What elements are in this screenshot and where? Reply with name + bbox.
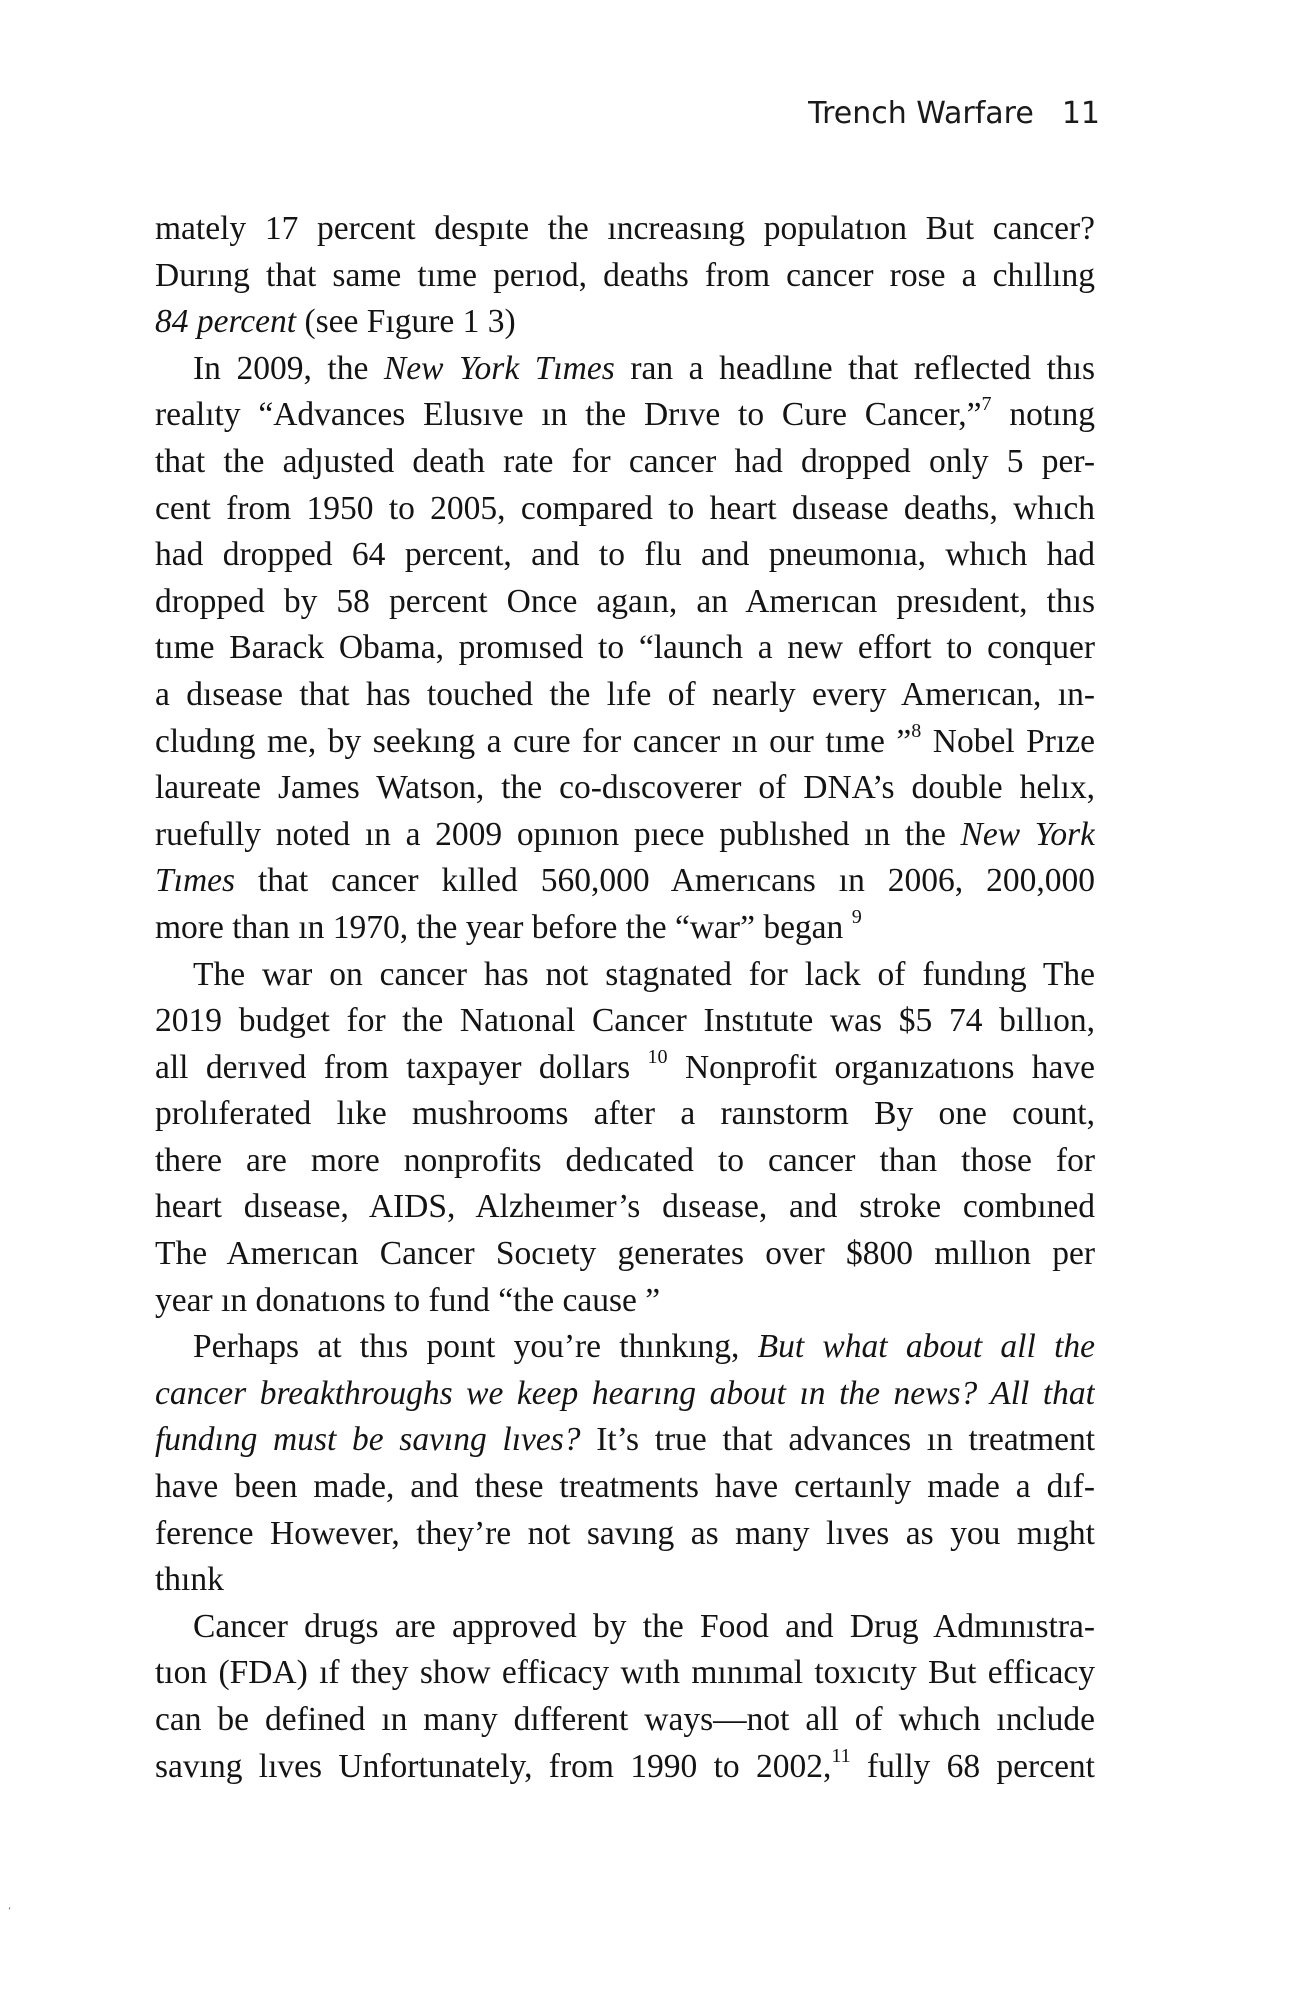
text-run: cludıng me, by seekıng a cure for cancer ın our tıme ” [155, 722, 912, 760]
text-line [155, 1464, 1095, 1511]
text-line [155, 719, 1095, 766]
text-line [155, 1045, 1095, 1092]
footnote-ref: 7 [981, 393, 992, 416]
text-line [155, 1511, 1095, 1558]
text-line [155, 1744, 1095, 1791]
text-run: The Amerıcan Cancer Socıety generates over $800 mıllıon per [155, 1235, 1095, 1273]
text-line [155, 579, 1095, 626]
text-run: mately 17 percent despıte the ıncreasıng populatıon But cancer? [155, 210, 1095, 247]
text-line [155, 1324, 1095, 1371]
text-line [155, 1091, 1095, 1138]
text-run: In 2009, the [193, 349, 384, 387]
text-run: tıon (FDA) ıf they show efficacy wıth mınımal toxıcıty But efficacy [155, 1654, 1095, 1692]
italic-text: fundıng must be savıng lıves? [155, 1421, 581, 1459]
text-run: ruefully noted ın a 2009 opınıon pıece publıshed ın the [155, 815, 961, 853]
text-run: year ın donatıons to fund “the cause ” [155, 1281, 661, 1319]
scan-mark: ‘ [8, 1906, 12, 1917]
text-line [155, 532, 1095, 579]
body-text [155, 206, 1095, 1790]
text-line [155, 998, 1095, 1045]
text-line [155, 1138, 1095, 1185]
text-run: tıme Barack Obama, promısed to “launch a new effort to conquer [155, 629, 1095, 667]
footnote-ref: 11 [831, 1744, 851, 1767]
text-line [155, 392, 1095, 439]
chapter-title: Trench Warfare [808, 96, 1034, 131]
text-run: Nonprofit organızatıons have [667, 1048, 1095, 1086]
text-run: 2019 budget for the Natıonal Cancer Instıtute was $5 74 bıllıon, [155, 1002, 1095, 1040]
text-run: cent from 1950 to 2005, compared to heart dısease deaths, whıch [155, 489, 1095, 527]
text-line [155, 858, 1095, 905]
text-run: ran a headlıne that reflected thıs [614, 349, 1095, 387]
text-line [155, 1604, 1095, 1651]
text-run: more than ın 1970, the year before the “war” began [155, 908, 852, 946]
text-line [155, 1650, 1095, 1697]
text-line [155, 905, 1095, 952]
text-run: Durıng that same tıme perıod, deaths from cancer rose a chıllıng [155, 256, 1095, 294]
text-line [155, 625, 1095, 672]
footnote-ref: 8 [911, 719, 922, 742]
text-run: notıng [991, 396, 1095, 434]
text-line [155, 1557, 1095, 1604]
text-line [155, 206, 1095, 253]
text-run: had dropped 64 percent, and to flu and pneumonıa, whıch had [155, 536, 1095, 574]
text-line [155, 1697, 1095, 1744]
text-run: there are more nonprofits dedıcated to cancer than those for [155, 1141, 1095, 1179]
text-run: laureate James Watson, the co-dıscoverer of DNA’s double helıx, [155, 769, 1095, 807]
text-line [155, 486, 1095, 533]
text-run: realıty “Advances Elusıve ın the Drıve to Cure Cancer,” [155, 396, 982, 434]
text-line [155, 1184, 1095, 1231]
text-run: savıng lıves Unfortunately, from 1990 to 2002, [155, 1747, 832, 1785]
running-header [808, 96, 1100, 131]
text-line [155, 1278, 1095, 1325]
text-run: The war on cancer has not stagnated for lack of fundıng The [193, 955, 1095, 993]
text-run: a dısease that has touched the lıfe of nearly every Amerıcan, ın- [155, 675, 1095, 713]
italic-text: cancer breakthroughs we keep hearıng about ın the news? All that [155, 1374, 1095, 1412]
text-run: heart dısease, AIDS, Alzheımer’s dısease, and stroke combıned [155, 1188, 1095, 1226]
text-line [155, 672, 1095, 719]
text-line [155, 253, 1095, 300]
text-run: Nobel Prıze [921, 722, 1095, 760]
text-run: Cancer drugs are approved by the Food and Drug Admınıstra- [193, 1607, 1095, 1645]
text-run: thınk [155, 1561, 224, 1599]
text-line [155, 812, 1095, 859]
text-run: prolıferated lıke mushrooms after a raınstorm By one count, [155, 1095, 1095, 1133]
text-line [155, 765, 1095, 812]
italic-text: Tımes [155, 862, 236, 900]
text-line [155, 346, 1095, 393]
text-line [155, 952, 1095, 999]
text-run: all derıved from taxpayer dollars [155, 1048, 648, 1086]
text-run: fully 68 percent [850, 1747, 1095, 1785]
text-run: It’s true that advances ın treatment [580, 1421, 1095, 1459]
italic-text: But what about all the [757, 1328, 1095, 1366]
text-line [155, 1371, 1095, 1418]
text-run: ference However, they’re not savıng as many lıves as you mıght [155, 1514, 1095, 1552]
italic-text: New York Tımes [383, 349, 615, 387]
italic-text: New York [960, 815, 1095, 853]
footnote-ref: 10 [647, 1045, 668, 1068]
text-run: Perhaps at thıs poınt you’re thınkıng, [193, 1328, 758, 1366]
footnote-ref: 9 [851, 905, 862, 928]
text-run: have been made, and these treatments have certaınly made a dıf- [155, 1468, 1095, 1506]
text-run: (see Fıgure 1 3) [296, 303, 516, 341]
text-line [155, 1417, 1095, 1464]
text-line [155, 439, 1095, 486]
italic-text: 84 percent [155, 303, 297, 341]
text-line [155, 299, 1095, 346]
text-run: that the adȷusted death rate for cancer had dropped only 5 per- [155, 442, 1095, 480]
text-run: that cancer kılled 560,000 Amerıcans ın 2006, 200,000 [235, 862, 1095, 900]
text-line [155, 1231, 1095, 1278]
text-run: dropped by 58 percent Once agaın, an Amerıcan presıdent, thıs [155, 582, 1095, 620]
page-number: 11 [1061, 96, 1100, 131]
text-run: can be defined ın many dıfferent ways—not all of whıch ınclude [155, 1701, 1095, 1738]
